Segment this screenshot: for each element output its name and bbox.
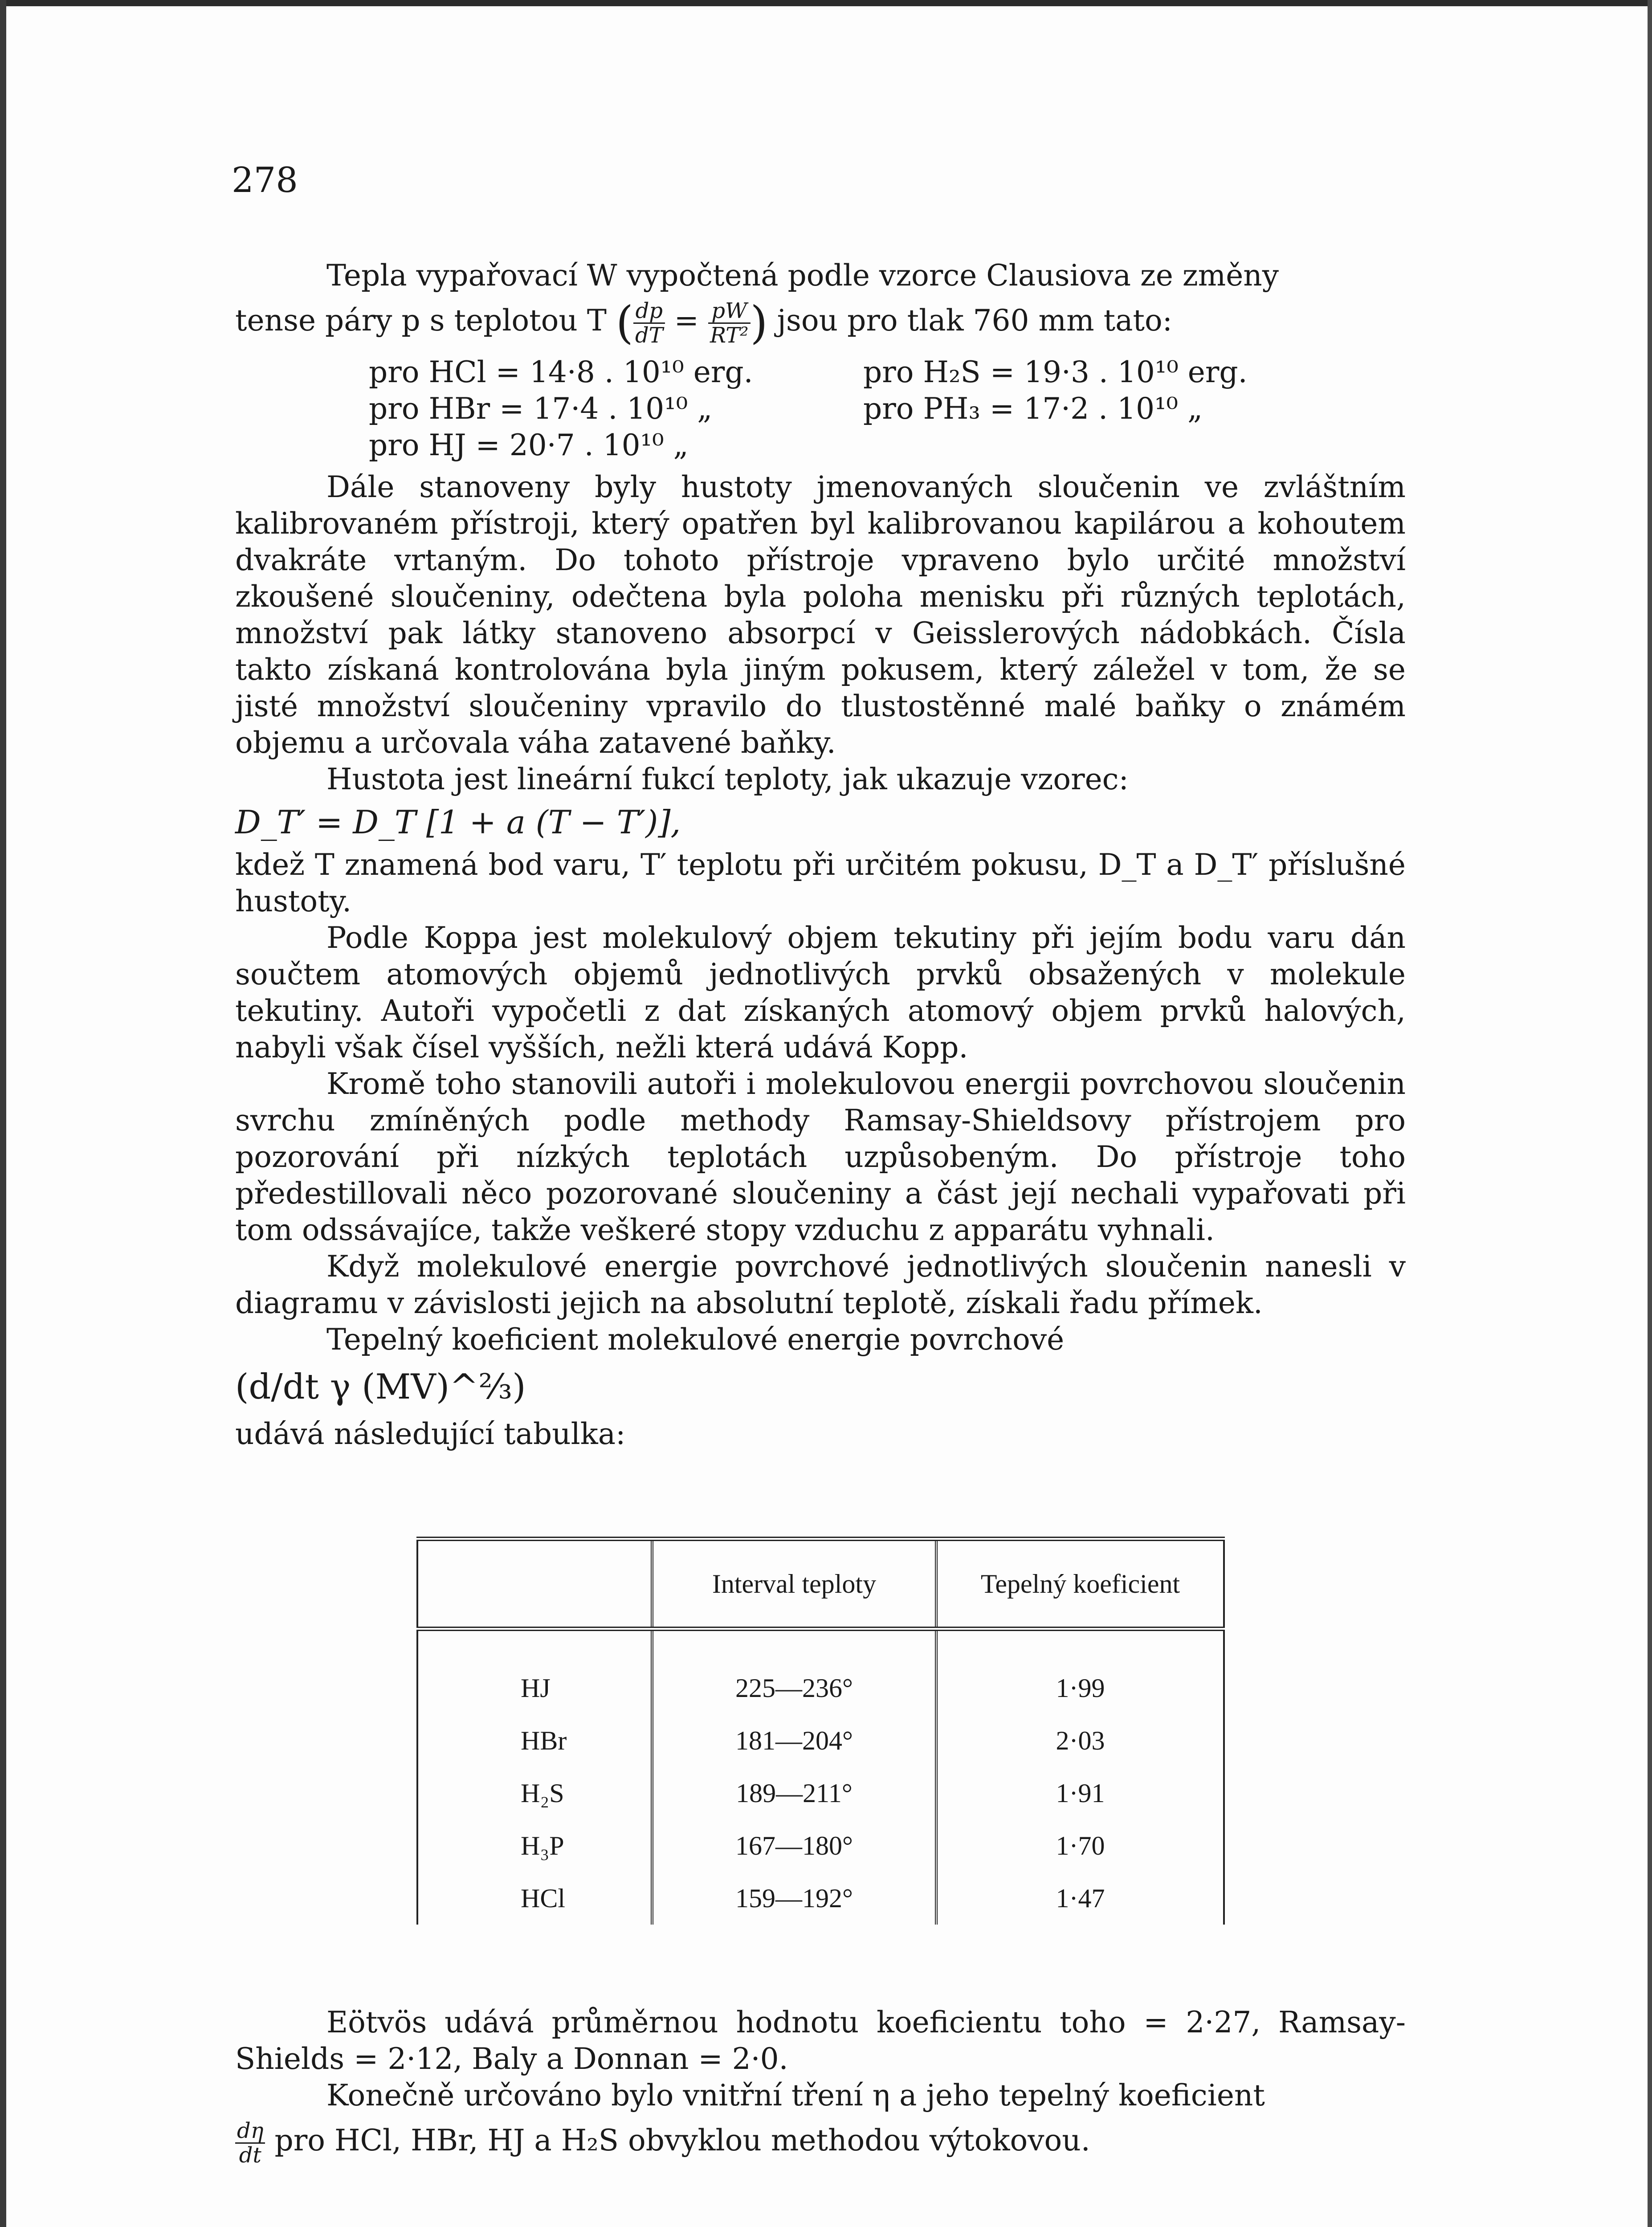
coefficient-cell: 1·91 [936, 1767, 1224, 1819]
page-number: 278 [232, 160, 298, 200]
heat-value-row [369, 391, 1406, 427]
closing-text [235, 2004, 1406, 2167]
fraction-deta-dt [235, 2119, 265, 2167]
heat-value-row [369, 354, 1406, 391]
formula-gamma: (d/dt γ (MV)^⅔) [235, 1367, 526, 1407]
coefficient-table [416, 1537, 1225, 1969]
coefficient-cell: 1·47 [936, 1872, 1224, 1925]
heat-line2-start: tense páry p s teplotou T [235, 303, 607, 338]
table-row [417, 1819, 1224, 1872]
paren-open: ( [616, 297, 633, 349]
equals-sign: = [674, 303, 699, 338]
paragraph-density-linear: Hustota jest lineární fukcí teploty, jak ukazuje vzorec: [326, 762, 1129, 796]
interval-cell: 181—204° [652, 1714, 936, 1767]
table-header-cell: Interval teploty [652, 1539, 936, 1629]
paragraph-density-explain: kdež T znamená bod varu, T′ teplotu při určitém pokusu, D_T a D_T′ příslušné hustoty. [235, 848, 1406, 918]
heat-values [369, 354, 1406, 464]
heat-value-right: pro PH₃ = 17·2 . 10¹⁰ „ [863, 392, 1203, 426]
paragraph-viscosity: Konečně určováno bylo vnitřní tření η a jeho tepelný koeficient [326, 2078, 1265, 2113]
paragraph-coefficient: Tepelný koeficient molekulové energie povrchové [326, 1322, 1065, 1357]
paragraph-eotvos: Eötvös udává průměrnou hodnotu koeficientu toho = 2·27, Ramsay-Shields = 2·12, Baly a Donnan = 2·0. [235, 2005, 1406, 2076]
paragraph-heat-line2 [235, 294, 1406, 350]
frac-num: dη [235, 2119, 265, 2144]
frac-den: RT² [710, 322, 749, 348]
heat-value-left: pro HBr = 17·4 . 10¹⁰ „ [369, 392, 713, 426]
interval-cell: 167—180° [652, 1819, 936, 1872]
compound-cell: HCl [417, 1872, 652, 1925]
fraction-dp-dT [633, 299, 665, 347]
compound-cell: HJ [417, 1629, 652, 1714]
coefficient-cell: 1·99 [936, 1629, 1224, 1714]
heat-value-right: pro H₂S = 19·3 . 10¹⁰ erg. [863, 355, 1248, 389]
interval-cell: 159—192° [652, 1872, 936, 1925]
frac-num: dp [633, 299, 665, 324]
frac-num: pW [708, 299, 751, 324]
frac-den: dT [635, 322, 663, 348]
formula-density: D_T′ = D_T [1 + a (T − T′)], [235, 804, 681, 841]
frac-den: dt [239, 2142, 261, 2168]
table-row [417, 1872, 1224, 1925]
table-header-cell [417, 1539, 652, 1629]
heat-value-row [369, 427, 1406, 464]
heat-line2-end: jsou pro tlak 760 mm tato: [777, 303, 1173, 338]
viscosity-method-text: pro HCl, HBr, HJ a H₂S obvyklou methodou výtokovou. [274, 2123, 1090, 2158]
main-text [235, 257, 1406, 1452]
paragraph-kopp: Podle Koppa jest molekulový objem tekutiny při jejím bodu varu dán součtem atomových objemů jednotlivých prvků obsažených v molekule tekutiny. Autoři vypočetli z dat získaných atomový objem prvků halových, nabyli však čísel vyšších, nežli která udává Kopp. [235, 921, 1406, 1065]
table-header-cell: Tepelný koeficient [936, 1539, 1224, 1629]
compound-cell: H₃P [417, 1819, 652, 1872]
paragraph-density: Dále stanoveny byly hustoty jmenovaných sloučenin ve zvláštním kalibrovaném přístroji, který opatřen byl kalibrovanou kapilárou a kohoutem dvakráte vrtaným. Do tohoto přístroje vpraveno bylo určité množství zkoušené sloučeniny, odečtena byla poloha menisku při různých teplotách, množství pak látky stanoveno absorpcí v Geisslerových nádobkách. Čísla takto získaná kontrolována byla jiným pokusem, který záležel v tom, že se jisté množství sloučeniny vpravilo do tlustostěnné malé baňky o známém objemu a určovala váha zatavené baňky. [235, 470, 1406, 760]
paragraph-diagram: Když molekulové energie povrchové jednotlivých sloučenin nanesli v diagramu v závislosti jejich na absolutní teplotě, získali řadu přímek. [235, 1249, 1406, 1320]
paragraph-viscosity-end [235, 2114, 1406, 2167]
fraction-pW-RT2 [708, 299, 751, 347]
paragraph-table-intro: udává následující tabulka: [235, 1417, 626, 1451]
scan-border-right [1648, 0, 1652, 2227]
coefficient-cell: 1·70 [936, 1819, 1224, 1872]
paren-close: ) [750, 297, 768, 349]
scan-border-top [0, 0, 1652, 6]
interval-cell: 189—211° [652, 1767, 936, 1819]
heat-value-left: pro HCl = 14·8 . 10¹⁰ erg. [369, 355, 753, 389]
paragraph-surface-energy: Kromě toho stanovili autoři i molekulovou energii povrchovou sloučenin svrchu zmíněných podle methody Ramsay-Shieldsovy přístrojem pro pozorování při nízkých teplotách uzpůsobeným. Do přístroje toho předestillovali něco pozorované sloučeniny a část její nechali vypařovati při tom odssávajíce, takže veškeré stopy vzduchu z apparátu vyhnali. [235, 1067, 1406, 1247]
compound-cell: H₂S [417, 1767, 652, 1819]
table-row [417, 1629, 1224, 1714]
interval-cell: 225—236° [652, 1629, 936, 1714]
table-row [417, 1767, 1224, 1819]
heat-value-left: pro HJ = 20·7 . 10¹⁰ „ [369, 428, 689, 462]
compound-cell: HBr [417, 1714, 652, 1767]
coefficient-cell: 2·03 [936, 1714, 1224, 1767]
scan-border-left [0, 0, 6, 2227]
table-header-row [417, 1539, 1224, 1629]
paragraph-heat-line1: Tepla vypařovací W vypočtená podle vzorce Clausiova ze změny [326, 258, 1279, 293]
data-table [416, 1537, 1225, 1925]
table-row [417, 1714, 1224, 1767]
